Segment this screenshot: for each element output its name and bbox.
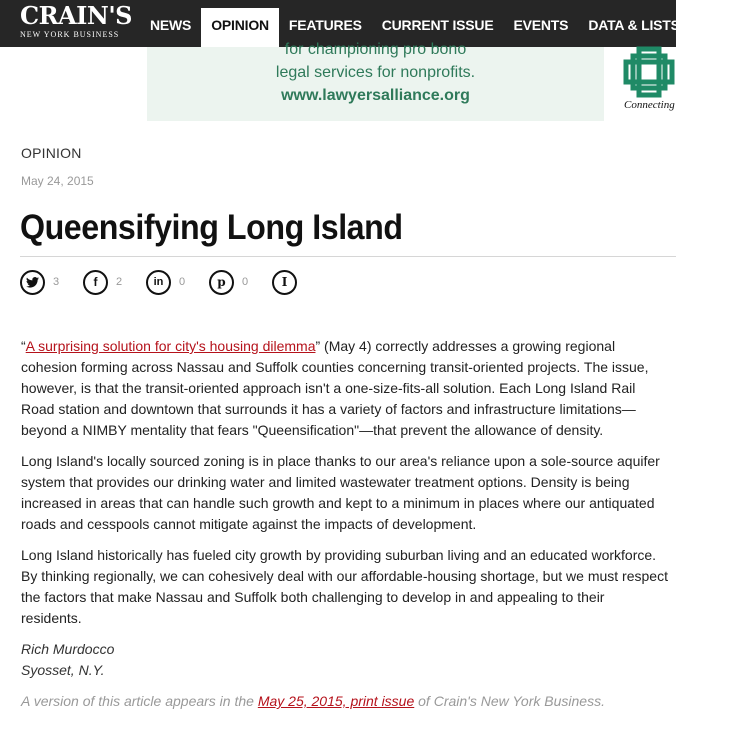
nav-video[interactable]: VIDEO — [699, 17, 743, 33]
ad-line-2: legal services for nonprofits. — [275, 64, 476, 81]
facebook-count: 2 — [116, 276, 123, 288]
linkedin-count: 0 — [179, 276, 186, 288]
paragraph-1 — [21, 336, 669, 441]
ad-url: www.lawyersalliance.org — [281, 87, 470, 104]
instapaper-icon: I — [272, 270, 297, 295]
nav-opinion[interactable]: OPINION — [201, 8, 279, 47]
nav-current-issue[interactable]: CURRENT ISSUE — [381, 17, 494, 33]
paragraph-2: Long Island's locally sourced zoning is in place thanks to our area's reliance upon a sole-source aquifer system that provides our drinking water and limited wastewater treatment options. Density is being increased in areas that can handle such growth and kept to a minimum in places where our antiquated roads and cesspools cannot mitigate against the impacts of development. — [21, 453, 660, 532]
linkedin-icon: in — [146, 270, 171, 295]
author-name: Rich Murdocco — [21, 641, 115, 657]
signature — [21, 639, 669, 681]
pinterest-icon: p — [209, 270, 234, 295]
paragraph-3: Long Island historically has fueled city growth by providing suburban living and an educated workforce. By thinking regionally, we can cohesively deal with our affordable-housing shortage, but we must respect the factors that make Nassau and Suffolk both challenging to develop in and appealing to their residents. — [21, 547, 668, 626]
facebook-icon: f — [83, 270, 108, 295]
footnote-post: of Crain's New York Business. — [414, 693, 605, 709]
paragraph-1-text: ” (May 4) correctly addresses a growing regional cohesion forming across Nassau and Suffolk counties concerning transit-oriented projects. The issue, however, is that the transit-oriented approach isn't a one-size-fits-all solution. Each Long Island Rail Road station and downtown that surrounds it has a variety of factors and infrastructure limitations—beyond a NIMBY mentality that fears "Queensification"—that prevent the allowance of density. — [21, 338, 649, 438]
share-instapaper[interactable] — [272, 269, 297, 295]
ad-logo[interactable] — [620, 47, 676, 111]
ad-logo-text: Connecting — [624, 99, 675, 111]
share-facebook[interactable] — [83, 269, 122, 295]
article-title: Queensifying Long Island — [20, 208, 403, 247]
logo-main-text: CRAIN'S — [20, 1, 133, 30]
logo-sub-text: NEW YORK BUSINESS — [20, 30, 120, 39]
share-twitter[interactable] — [20, 269, 59, 295]
share-linkedin[interactable] — [146, 269, 185, 295]
crains-logo[interactable] — [20, 1, 133, 42]
share-pinterest[interactable] — [209, 269, 248, 295]
pinterest-count: 0 — [242, 276, 249, 288]
ad-banner[interactable] — [147, 41, 604, 121]
open-quote: “ — [21, 338, 26, 354]
section-label[interactable]: OPINION — [21, 145, 82, 161]
footnote-pre: A version of this article appears in the — [21, 693, 258, 709]
nav-features[interactable]: FEATURES — [288, 17, 362, 33]
author-location: Syosset, N.Y. — [21, 662, 105, 678]
article-date: May 24, 2015 — [21, 174, 94, 188]
twitter-count: 3 — [53, 276, 60, 288]
nav-news[interactable]: NEWS — [150, 17, 192, 33]
print-issue-note — [21, 691, 669, 712]
nav-data-lists[interactable]: DATA & LISTS — [588, 17, 680, 33]
twitter-icon — [20, 270, 45, 295]
title-divider — [20, 256, 676, 257]
article-body — [21, 336, 669, 712]
related-article-link[interactable]: A surprising solution for city's housing dilemma — [25, 338, 316, 354]
print-issue-link[interactable]: May 25, 2015, print issue — [257, 693, 415, 709]
knot-logo-icon — [624, 47, 674, 97]
ad-line-1: for championing pro bono — [284, 41, 467, 58]
nav-events[interactable]: EVENTS — [513, 17, 569, 33]
